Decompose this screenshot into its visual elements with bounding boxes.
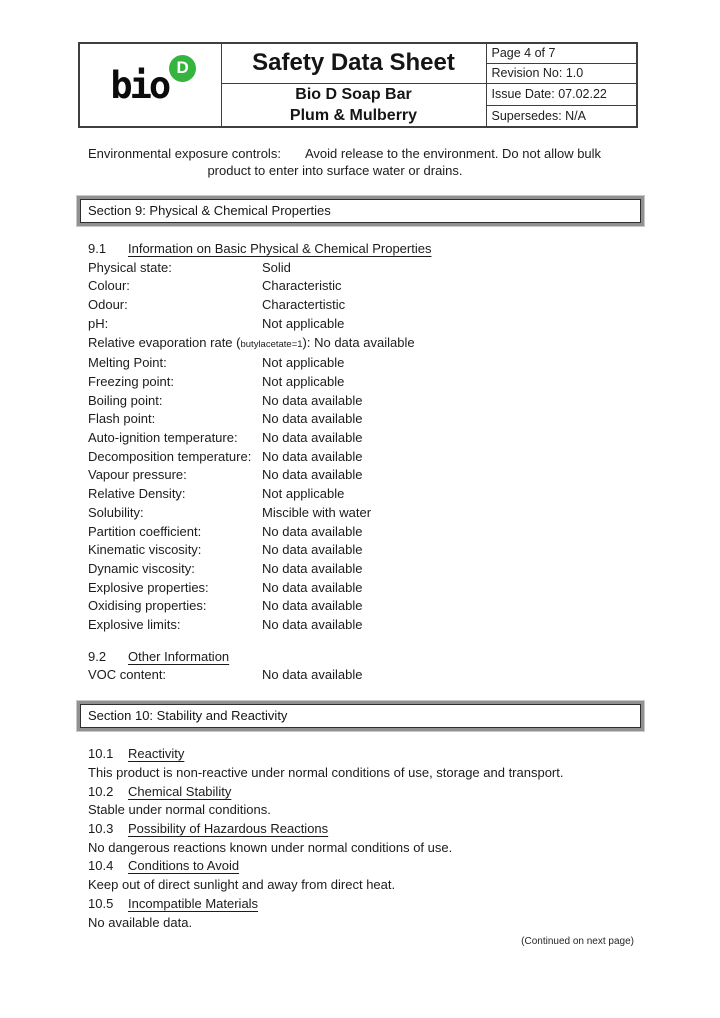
property-row xyxy=(88,448,642,467)
property-value: Miscible with water xyxy=(262,504,372,520)
property-row xyxy=(88,410,642,429)
section10-content xyxy=(78,745,642,932)
property-row xyxy=(88,541,642,560)
property-label: Relative Density: xyxy=(88,486,186,502)
property-label: Colour: xyxy=(88,278,130,294)
property-row xyxy=(88,354,642,373)
property-value: Charactertistic xyxy=(262,297,346,313)
property-label: Oxidising properties: xyxy=(88,598,207,614)
subsection-text: No available data. xyxy=(88,914,193,930)
subsection-number: 9.2 xyxy=(88,648,107,664)
supersedes: Supersedes: N/A xyxy=(486,105,637,127)
property-value: Not applicable xyxy=(262,486,345,502)
biod-logo xyxy=(110,58,190,107)
environmental-exposure-paragraph xyxy=(78,145,642,179)
subsection-number: 10.3 xyxy=(88,820,114,836)
section9-header-bar xyxy=(76,195,645,227)
logo-cell xyxy=(79,43,221,127)
subsection-title: Information on Basic Physical & Chemical Properties xyxy=(128,241,432,256)
subsection-number: 10.4 xyxy=(88,858,114,874)
property-label: Freezing point: xyxy=(88,373,174,389)
product-line2: Plum & Mulberry xyxy=(289,106,418,124)
subsection-number: 9.1 xyxy=(88,241,107,256)
header-table xyxy=(78,42,638,128)
property-label: Flash point: xyxy=(88,411,156,427)
product-name xyxy=(221,83,486,127)
section9-header-title: Section 9: Physical & Chemical Properties xyxy=(80,199,641,223)
subsection-title: Possibility of Hazardous Reactions xyxy=(128,820,329,836)
property-row-evaporation xyxy=(88,334,642,355)
subsection-text: This product is non-reactive under normal conditions of use, storage and transport. xyxy=(88,764,564,780)
property-label: Decomposition temperature: xyxy=(88,448,252,464)
page-number: Page 4 of 7 xyxy=(486,43,637,63)
property-row xyxy=(88,579,642,598)
exposure-value-line1: Avoid release to the environment. Do not allow bulk xyxy=(305,146,602,161)
revision-number: Revision No: 1.0 xyxy=(486,63,637,83)
property-row xyxy=(88,392,642,411)
property-label: Explosive properties: xyxy=(88,579,209,595)
property-value: No data available xyxy=(262,598,363,614)
subsection-title: Incompatible Materials xyxy=(128,895,259,911)
voc-row xyxy=(88,666,642,685)
property-row xyxy=(88,373,642,392)
property-value: Not applicable xyxy=(262,373,345,389)
exposure-value-line2: product to enter into surface water or drains. xyxy=(207,163,463,178)
continued-note: (Continued on next page) xyxy=(521,936,634,948)
product-line1: Bio D Soap Bar xyxy=(295,85,412,103)
property-row xyxy=(88,466,642,485)
subsection-text: No dangerous reactions known under normal conditions of use. xyxy=(88,839,453,855)
property-label: Partition coefficient: xyxy=(88,523,202,539)
property-value: No data available xyxy=(262,617,363,633)
subsection-10-1-heading xyxy=(88,745,642,764)
property-value: Not applicable xyxy=(262,355,345,371)
property-row xyxy=(88,616,642,635)
property-label: Odour: xyxy=(88,297,128,313)
property-row xyxy=(88,523,642,542)
property-row xyxy=(88,597,642,616)
property-value: No data available xyxy=(262,392,363,408)
property-row xyxy=(88,296,642,315)
subsection-number: 10.1 xyxy=(88,746,114,762)
property-value: Solid xyxy=(262,259,291,275)
property-label: pH: xyxy=(88,315,109,331)
subsection-10-2-heading xyxy=(88,783,642,802)
subsection-10-3-heading xyxy=(88,820,642,839)
subsection-text: Stable under normal conditions. xyxy=(88,802,271,818)
property-value: No data available xyxy=(262,411,363,427)
subsection-10-5-heading xyxy=(88,895,642,914)
subsection-text: Keep out of direct sunlight and away from direct heat. xyxy=(88,877,396,893)
voc-label: VOC content: xyxy=(88,667,167,683)
evaporation-prefix: Relative evaporation rate ( xyxy=(88,334,241,350)
section10-header-title: Section 10: Stability and Reactivity xyxy=(80,704,641,728)
property-label: Solubility: xyxy=(88,504,144,520)
subsection-title: Conditions to Avoid xyxy=(128,858,240,874)
property-value: No data available xyxy=(262,430,363,446)
property-label: Melting Point: xyxy=(88,355,167,371)
property-row xyxy=(88,259,642,278)
property-label: Dynamic viscosity: xyxy=(88,560,195,576)
subsection-9-2-heading xyxy=(88,648,642,667)
property-value: No data available xyxy=(262,448,363,464)
property-label: Kinematic viscosity: xyxy=(88,542,202,558)
property-row xyxy=(88,504,642,523)
exposure-label: Environmental exposure controls: xyxy=(88,146,281,161)
property-row xyxy=(88,429,642,448)
logo-text: bio xyxy=(110,63,169,107)
property-row xyxy=(88,485,642,504)
property-row xyxy=(88,277,642,296)
subsection-title: Reactivity xyxy=(128,746,185,762)
document-title: Safety Data Sheet xyxy=(221,43,486,83)
property-value: Characteristic xyxy=(262,278,342,294)
property-row xyxy=(88,560,642,579)
subsection-title: Chemical Stability xyxy=(128,783,232,799)
property-label: Auto-ignition temperature: xyxy=(88,430,238,446)
property-label: Physical state: xyxy=(88,259,172,275)
property-value: No data available xyxy=(262,560,363,576)
voc-value: No data available xyxy=(262,667,363,683)
evaporation-subscript: butylacetate=1 xyxy=(240,338,303,350)
property-value: No data available xyxy=(262,542,363,558)
section10-header-bar xyxy=(76,700,645,732)
property-label: Explosive limits: xyxy=(88,617,181,633)
subsection-10-4-heading xyxy=(88,857,642,876)
subsection-number: 10.2 xyxy=(88,783,114,799)
property-label: Vapour pressure: xyxy=(88,467,187,483)
property-label: Boiling point: xyxy=(88,392,163,408)
physical-properties-list xyxy=(88,259,642,635)
property-row xyxy=(88,315,642,334)
subsection-number: 10.5 xyxy=(88,895,114,911)
subsection-9-1-heading xyxy=(88,240,642,259)
subsection-title: Other Information xyxy=(128,648,230,664)
property-value: No data available xyxy=(262,467,363,483)
property-value: No data available xyxy=(262,523,363,539)
issue-date: Issue Date: 07.02.22 xyxy=(486,83,637,105)
property-value: No data available xyxy=(262,579,363,595)
logo-d-badge-icon: D xyxy=(169,55,196,82)
evaporation-suffix: ): No data available xyxy=(302,334,415,350)
property-value: Not applicable xyxy=(262,315,345,331)
